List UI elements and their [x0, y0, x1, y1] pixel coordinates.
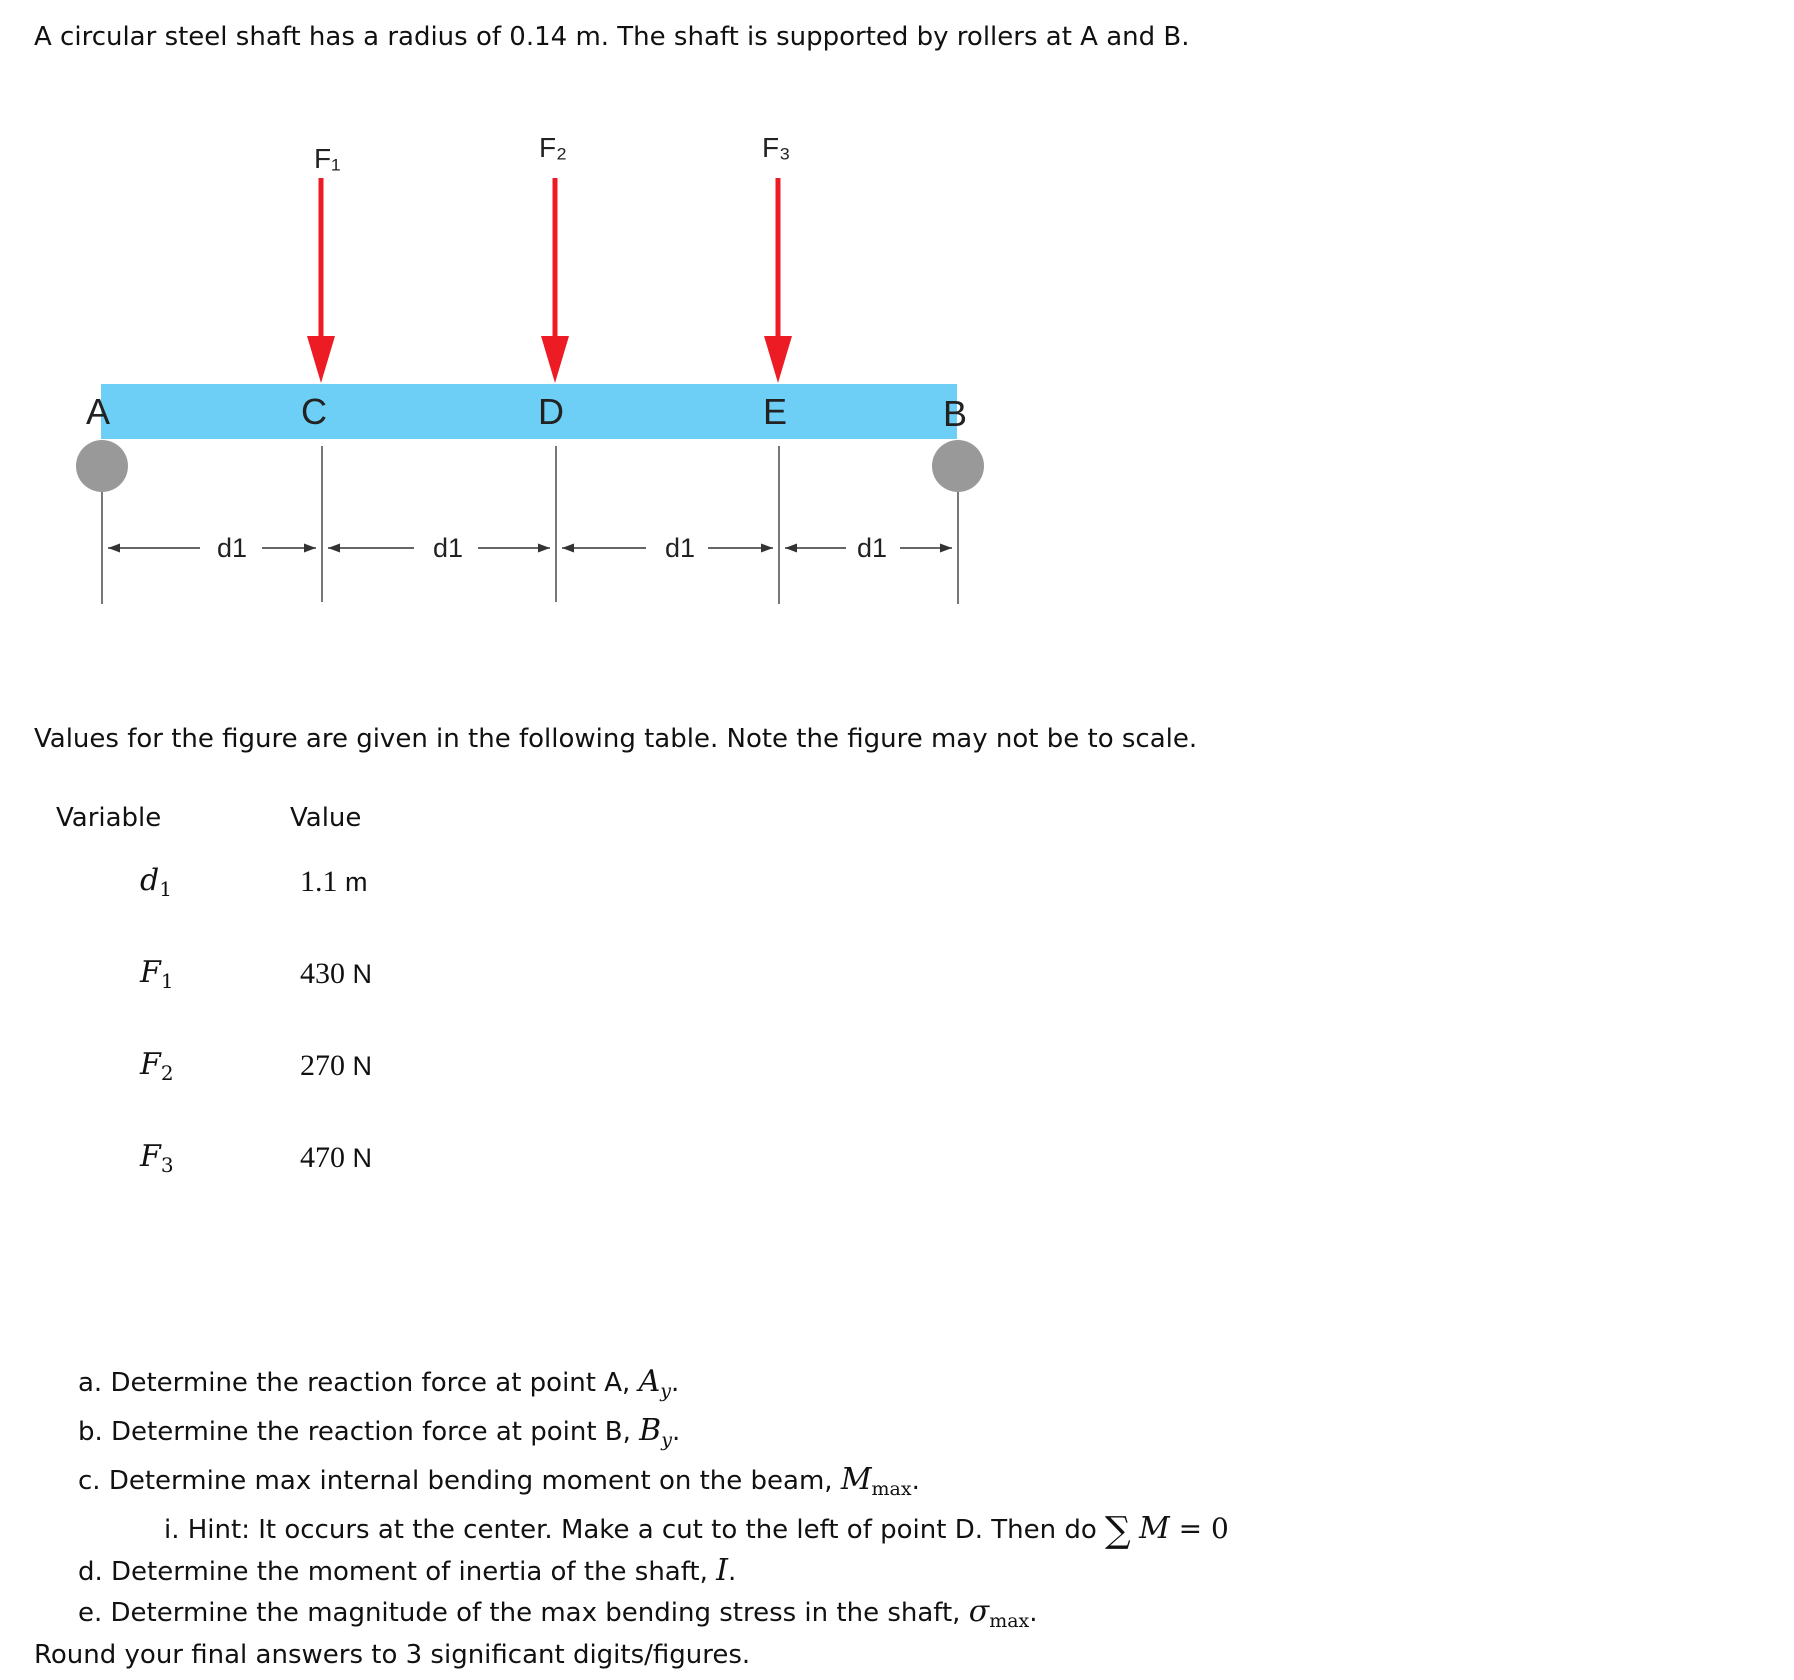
problem-intro: A circular steel shaft has a radius of 0.14 m. The shaft is supported by rollers at A and B.	[34, 22, 1190, 52]
table-note: Values for the figure are given in the following table. Note the figure may not be to scale.	[34, 724, 1198, 754]
header-variable: Variable	[56, 803, 162, 833]
force-label-f1: F₁	[314, 143, 341, 174]
values-table	[56, 800, 372, 1204]
point-label-d: D	[538, 391, 564, 432]
point-label-b: B	[943, 393, 968, 434]
variable-cell: $F_2$	[140, 1047, 174, 1085]
point-label-c: C	[301, 391, 327, 432]
variable-cell: $F_1$	[140, 955, 174, 993]
table-row	[56, 836, 372, 928]
question-list	[78, 1362, 1229, 1641]
table-row	[56, 928, 372, 1020]
rounding-note: Round your final answers to 3 significant digits/figures.	[34, 1640, 751, 1670]
variable-cell: $F_3$	[140, 1139, 174, 1177]
value-cell: 470 N	[300, 1141, 372, 1174]
value-cell: 430 N	[300, 957, 372, 990]
roller-a	[76, 440, 128, 492]
roller-b	[932, 440, 984, 492]
value-cell: 1.1 m	[300, 865, 368, 898]
question-e: e. Determine the magnitude of the max bending stress in the shaft, $\sigma_{max}$.	[78, 1594, 1038, 1632]
dimension-label-3: d1	[665, 533, 696, 563]
point-label-a: A	[86, 391, 111, 432]
question-hint: i. Hint: It occurs at the center. Make a cut to the left of point D. Then do ∑ M = 0	[164, 1510, 1229, 1551]
shaft-beam	[101, 384, 957, 439]
force-arrow-f2	[541, 178, 569, 383]
table-row	[56, 1020, 372, 1112]
dimension-label-2: d1	[433, 533, 464, 563]
value-cell: 270 N	[300, 1049, 372, 1082]
header-value: Value	[290, 803, 362, 833]
question-b: b. Determine the reaction force at point B, $B_y$.	[78, 1413, 681, 1451]
dimension-label-4: d1	[857, 533, 888, 563]
question-d: d. Determine the moment of inertia of the shaft, I.	[78, 1553, 737, 1588]
variable-cell: $d_1$	[140, 863, 172, 901]
force-label-f2: F₂	[539, 132, 567, 163]
question-a: a. Determine the reaction force at point A, $A_y$.	[78, 1364, 680, 1402]
shaft-figure	[0, 100, 1000, 620]
force-label-f3: F₃	[762, 132, 791, 163]
question-c: c. Determine max internal bending moment on the beam, $M_{max}$.	[78, 1462, 920, 1500]
force-arrow-f1	[307, 178, 335, 383]
point-label-e: E	[763, 391, 788, 432]
table-row	[56, 1112, 372, 1204]
dimension-label-1: d1	[217, 533, 248, 563]
force-arrow-f3	[764, 178, 792, 383]
